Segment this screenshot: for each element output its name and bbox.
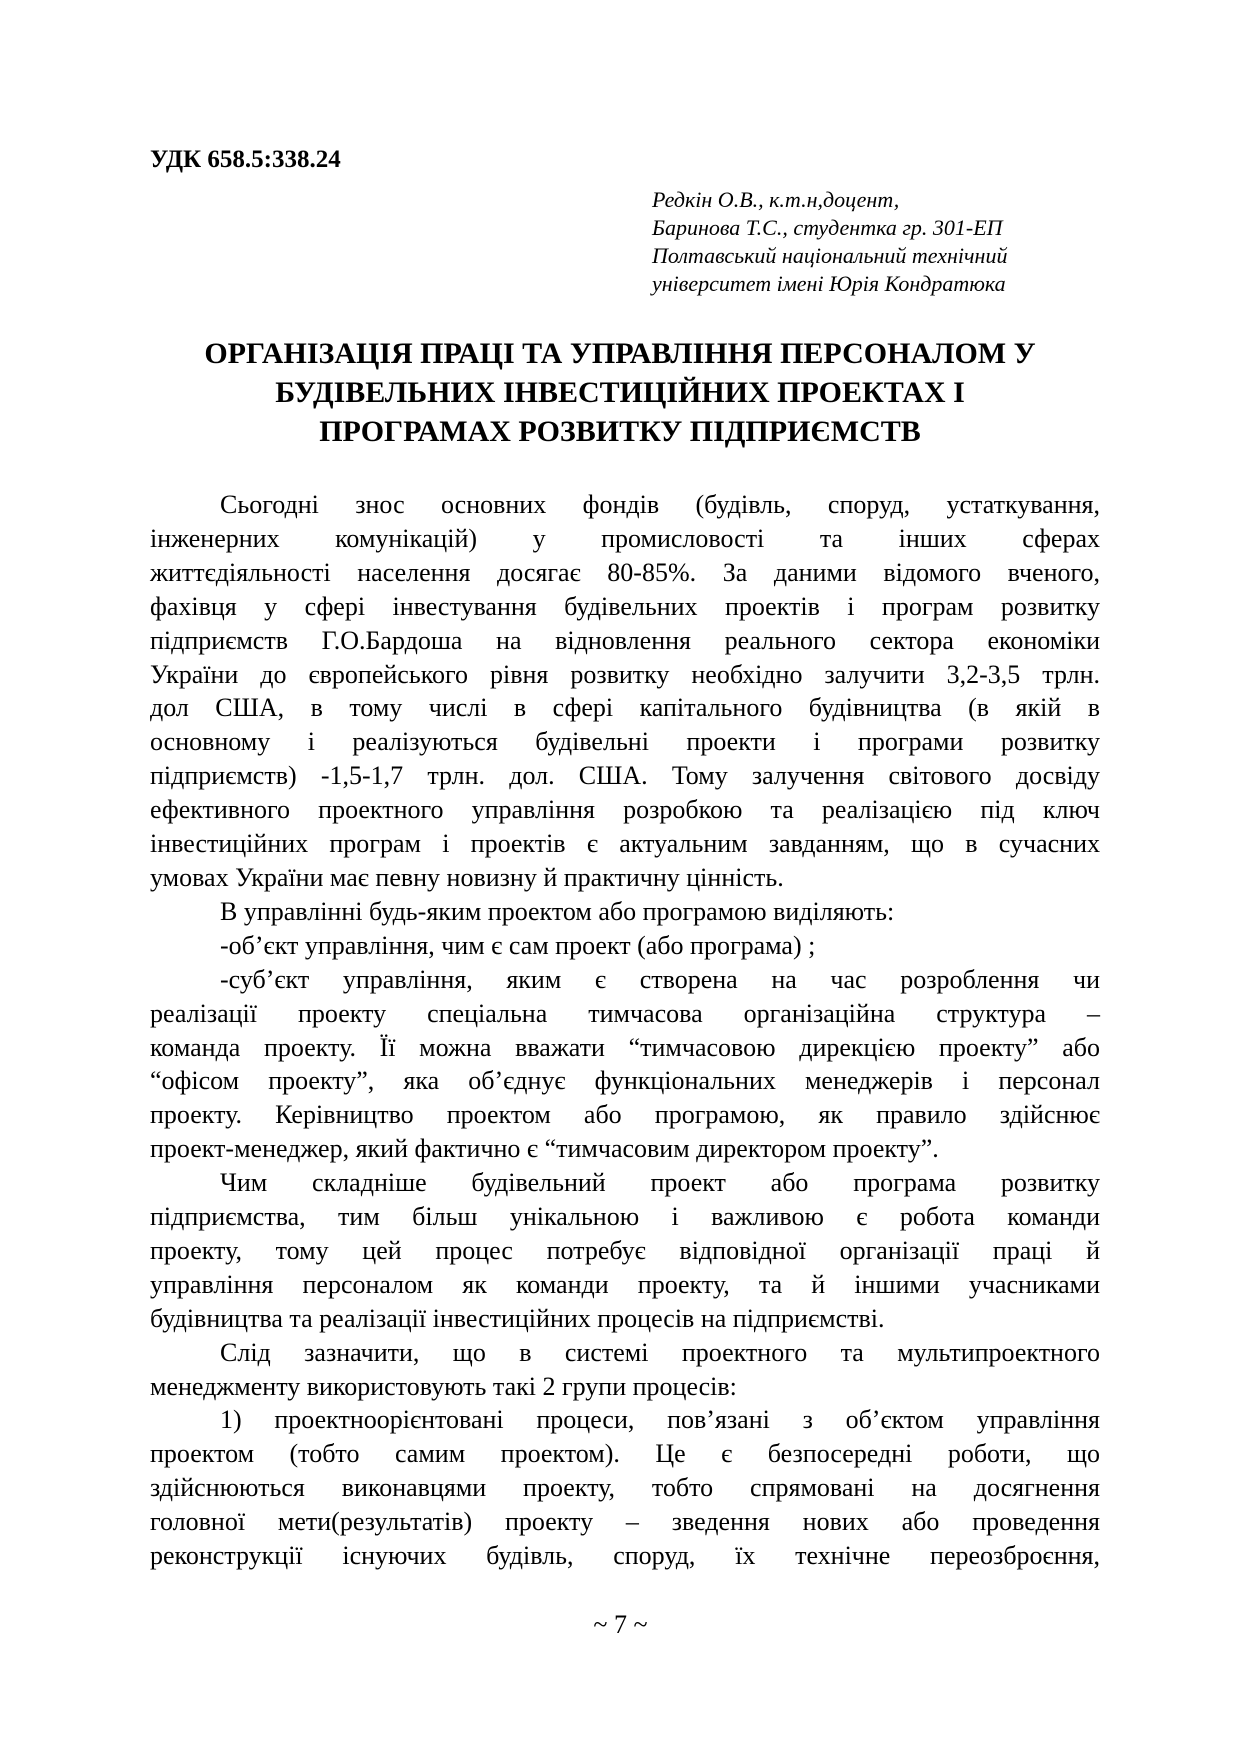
affiliation-line: Полтавський національний технічний (652, 243, 1008, 268)
text-line: проекту. Керівництво проектом або програмою, як правило здійснює (150, 1100, 1100, 1130)
author-line: Редкін О.В., к.т.н,доцент, (652, 187, 900, 212)
author-line: Баринова Т.С., студентка гр. 301-ЕП (652, 215, 1003, 240)
title-line: ПРОГРАМАХ РОЗВИТКУ ПІДПРИЄМСТВ (319, 415, 921, 448)
article-title (140, 334, 1100, 451)
text-line: 1) проектноорієнтовані процеси, пов’язані з об’єктом управління (220, 1405, 1100, 1435)
text-line: умовах України має певну новизну й практичну цінність. (150, 862, 784, 892)
text-line: проектом (тобто самим проектом). Це є безпосередні роботи, що (150, 1439, 1100, 1469)
text-line: будівництва та реалізації інвестиційних процесів на підприємстві. (150, 1303, 885, 1333)
text-line: реконструкції існуючих будівль, споруд, їх технічне переозброєння, (150, 1541, 1100, 1571)
text-line: ефективного проектного управління розробкою та реалізацією під ключ (150, 795, 1100, 825)
text-line: підприємств Г.О.Бардоша на відновлення реального сектора економіки (150, 625, 1100, 655)
text-line: підприємства, тим більш унікальною і важливою є робота команди (150, 1202, 1100, 1232)
text-line: життєдіяльності населення досягає 80-85%. За даними відомого вченого, (150, 557, 1100, 587)
text-line: “офісом проекту”, яка об’єднує функціональних менеджерів і персонал (150, 1066, 1100, 1096)
text-line: управління персоналом як команди проекту, та й іншими учасниками (150, 1269, 1100, 1299)
text-line: дол США, в тому числі в сфері капітального будівництва (в якій в (150, 693, 1100, 723)
title-line: БУДІВЕЛЬНИХ ІНВЕСТИЦІЙНИХ ПРОЕКТАХ І (275, 376, 965, 409)
text-line: -суб’єкт управління, яким є створена на час розроблення чи (220, 964, 1100, 994)
text-line: проекту, тому цей процес потребує відповідної організації праці й (150, 1235, 1100, 1265)
title-line: ОРГАНІЗАЦІЯ ПРАЦІ ТА УПРАВЛІННЯ ПЕРСОНАЛОМ У (204, 337, 1036, 370)
text-line: основному і реалізуються будівельні проекти і програми розвитку (150, 727, 1100, 757)
author-block (652, 186, 1007, 298)
text-line: менеджменту використовують такі 2 групи процесів: (150, 1371, 737, 1401)
udk-code: УДК 658.5:338.24 (150, 146, 341, 173)
text-line: інвестиційних програм і проектів є актуальним завданням, що в сучасних (150, 829, 1100, 859)
affiliation-line: університет імені Юрія Кондратюка (652, 271, 1006, 296)
text-line: проект-менеджер, який фактично є “тимчасовим директором проекту”. (150, 1134, 939, 1164)
text-line: В управлінні будь-яким проектом або програмою виділяють: (220, 896, 895, 926)
text-line: -об’єкт управління, чим є сам проект (або програма) ; (220, 930, 816, 960)
text-line: реалізації проекту спеціальна тимчасова організаційна структура – (150, 998, 1100, 1028)
text-line: Сьогодні знос основних фондів (будівль, споруд, устаткування, (220, 490, 1100, 519)
text-line: Слід зазначити, що в системі проектного та мультипроектного (220, 1337, 1100, 1367)
text-line: головної мети(результатів) проекту – зведення нових або проведення (150, 1507, 1100, 1537)
text-line: здійснюються виконавцями проекту, тобто спрямовані на досягнення (150, 1473, 1100, 1503)
text-line: України до європейського рівня розвитку необхідно залучити 3,2-3,5 трлн. (150, 659, 1100, 689)
text-line: команда проекту. Її можна вважати “тимчасовою дирекцією проекту” або (150, 1032, 1100, 1062)
article-body (150, 488, 1100, 1573)
text-line: фахівця у сфері інвестування будівельних проектів і програм розвитку (150, 591, 1100, 621)
text-line: інженерних комунікацій) у промисловості та інших сферах (150, 523, 1100, 553)
text-line: Чим складніше будівельний проект або програма розвитку (220, 1168, 1100, 1198)
text-line: підприємств) -1,5-1,7 трлн. дол. США. Тому залучення світового досвіду (150, 761, 1100, 791)
page-number: ~ 7 ~ (593, 1610, 648, 1639)
